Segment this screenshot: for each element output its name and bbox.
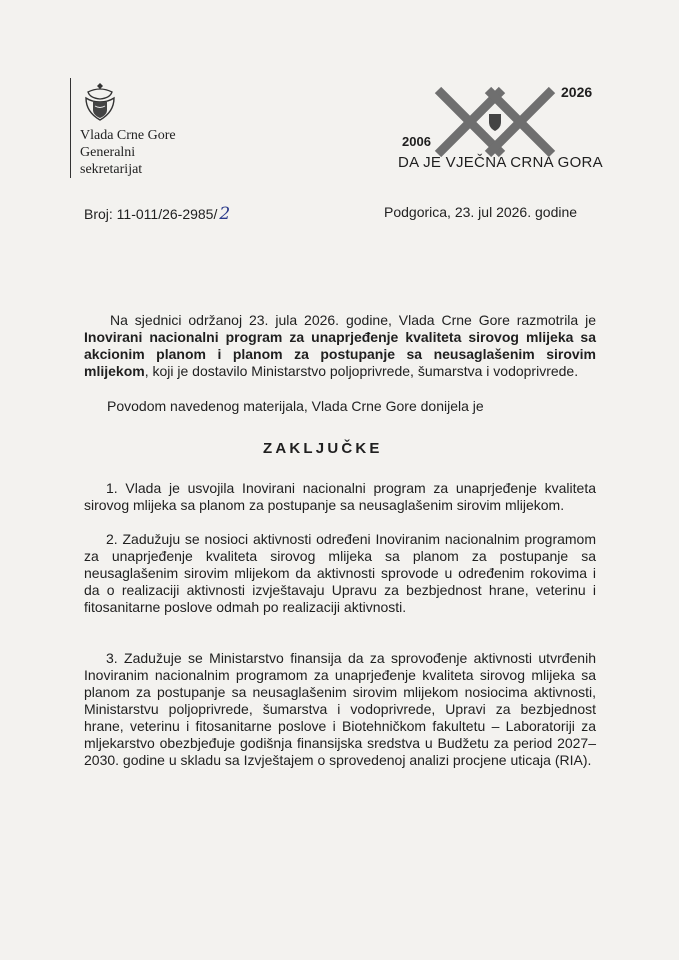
conclusion-item: 3. Zadužuje se Ministarstvo finansija da za sprovođenje aktivnosti utvrđenih Inoviranim nacionalnim programom za unaprjeđenje kvaliteta sirovog mlijeka sa planom za postupanje sa neusaglašenim sirovim mlijekom nosiocima aktivnosti, Ministarstvu poljoprivrede, šumarstva i vodoprivrede, Upravi za bezbjednost hrane, veterinu i fitosanitarne poslove i Biotehničkom fakultetu – Laboratoriji za mljekarstvo obezbjeđuje godišnja finansijska sredstva u Budžetu za period 2027–2030. godine u skladu sa Izvještajem o sprovedenoj analizi procjene uticaja (RIA). bbox=[84, 650, 596, 768]
reference-number bbox=[84, 204, 230, 224]
intro-paragraph bbox=[84, 312, 596, 380]
conclusion-item: 2. Zadužuju se nosioci aktivnosti određeni Inoviranim nacionalnim programom za unaprjeđenje kvaliteta sirovog mlijeka sa planom za postupanje sa neusaglašenim sirovim mlijekom da aktivnosti sprovode u određenim rokovima i da o realizaciji aktivnosti izvještavaju Upravu za bezbjednost hrane, veterinu i fitosanitarne poslove odmah po realizaciji aktivnosti. bbox=[84, 531, 596, 615]
logo-year-start: 2006 bbox=[402, 134, 431, 149]
institution-name bbox=[80, 127, 176, 178]
coat-of-arms-icon bbox=[82, 80, 118, 124]
place-date: Podgorica, 23. jul 2026. godine bbox=[384, 204, 578, 220]
conclusion-item: 1. Vlada je usvojila Inovirani nacionalni program za unaprjeđenje kvaliteta sirovog mlijeka sa planom za postupanje sa neusaglašenim sirovim mlijekom. bbox=[84, 480, 596, 513]
handwritten-suffix: 2 bbox=[219, 204, 231, 224]
institution-line: Generalni bbox=[80, 145, 136, 160]
conclusions-heading: ZAKLJUČKE bbox=[263, 440, 383, 457]
reference-number-text: Broj: 11-011/26-2985/ bbox=[84, 206, 218, 222]
program-title: Inovirani nacionalni program za unaprjeđenje kvaliteta sirovog mlijeka sa akcionim planom i planom za postupanje sa neusaglašenim sirovim mlijekom bbox=[84, 329, 596, 379]
header-divider bbox=[70, 78, 71, 178]
intro-text: Na sjednici održanoj 23. jula 2026. godine, Vlada Crne Gore razmotrila je bbox=[110, 312, 596, 328]
logo-year-end: 2026 bbox=[561, 84, 593, 100]
institution-line: sekretarijat bbox=[80, 162, 143, 177]
intro-text-end: , koji je dostavilo Ministarstvo poljoprivrede, šumarstva i vodoprivrede. bbox=[144, 363, 579, 379]
institution-line: Vlada Crne Gore bbox=[80, 128, 176, 143]
logo-slogan: DA JE VJEČNA CRNA GORA bbox=[398, 154, 603, 171]
intro-paragraph-2: Povodom navedenog materijala, Vlada Crne Gore donijela je bbox=[107, 398, 484, 414]
